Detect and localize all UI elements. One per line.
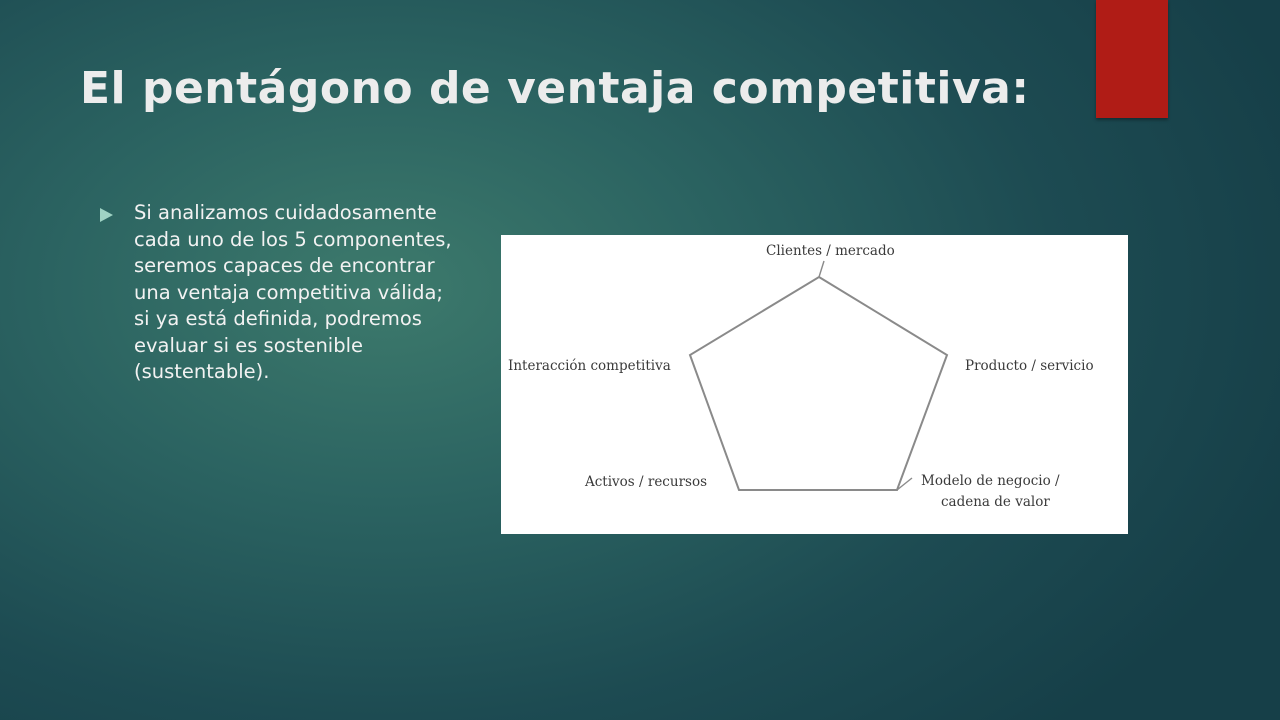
connector-top bbox=[819, 261, 824, 277]
accent-bar bbox=[1096, 0, 1168, 118]
bullet-text: Si analizamos cuidadosamente cada uno de los 5 componentes, seremos capaces de encontrar una ventaja competitiva válida; si ya está definida, podremos evaluar si es sostenible (sustentable). bbox=[134, 201, 452, 383]
label-interaccion-competitiva: Interacción competitiva bbox=[508, 358, 671, 374]
triangle-right-icon bbox=[100, 208, 113, 222]
pentagon-outline bbox=[690, 277, 947, 490]
label-modelo-de-negocio: Modelo de negocio / bbox=[921, 473, 1060, 489]
label-producto-servicio: Producto / servicio bbox=[965, 358, 1094, 374]
pentagon-diagram bbox=[501, 235, 1128, 534]
slide-title: El pentágono de ventaja competitiva: bbox=[80, 63, 1030, 114]
label-activos-recursos: Activos / recursos bbox=[585, 474, 708, 490]
bullet-item bbox=[100, 200, 460, 386]
label-clientes-mercado: Clientes / mercado bbox=[766, 243, 895, 259]
label-cadena-de-valor: cadena de valor bbox=[941, 494, 1050, 510]
